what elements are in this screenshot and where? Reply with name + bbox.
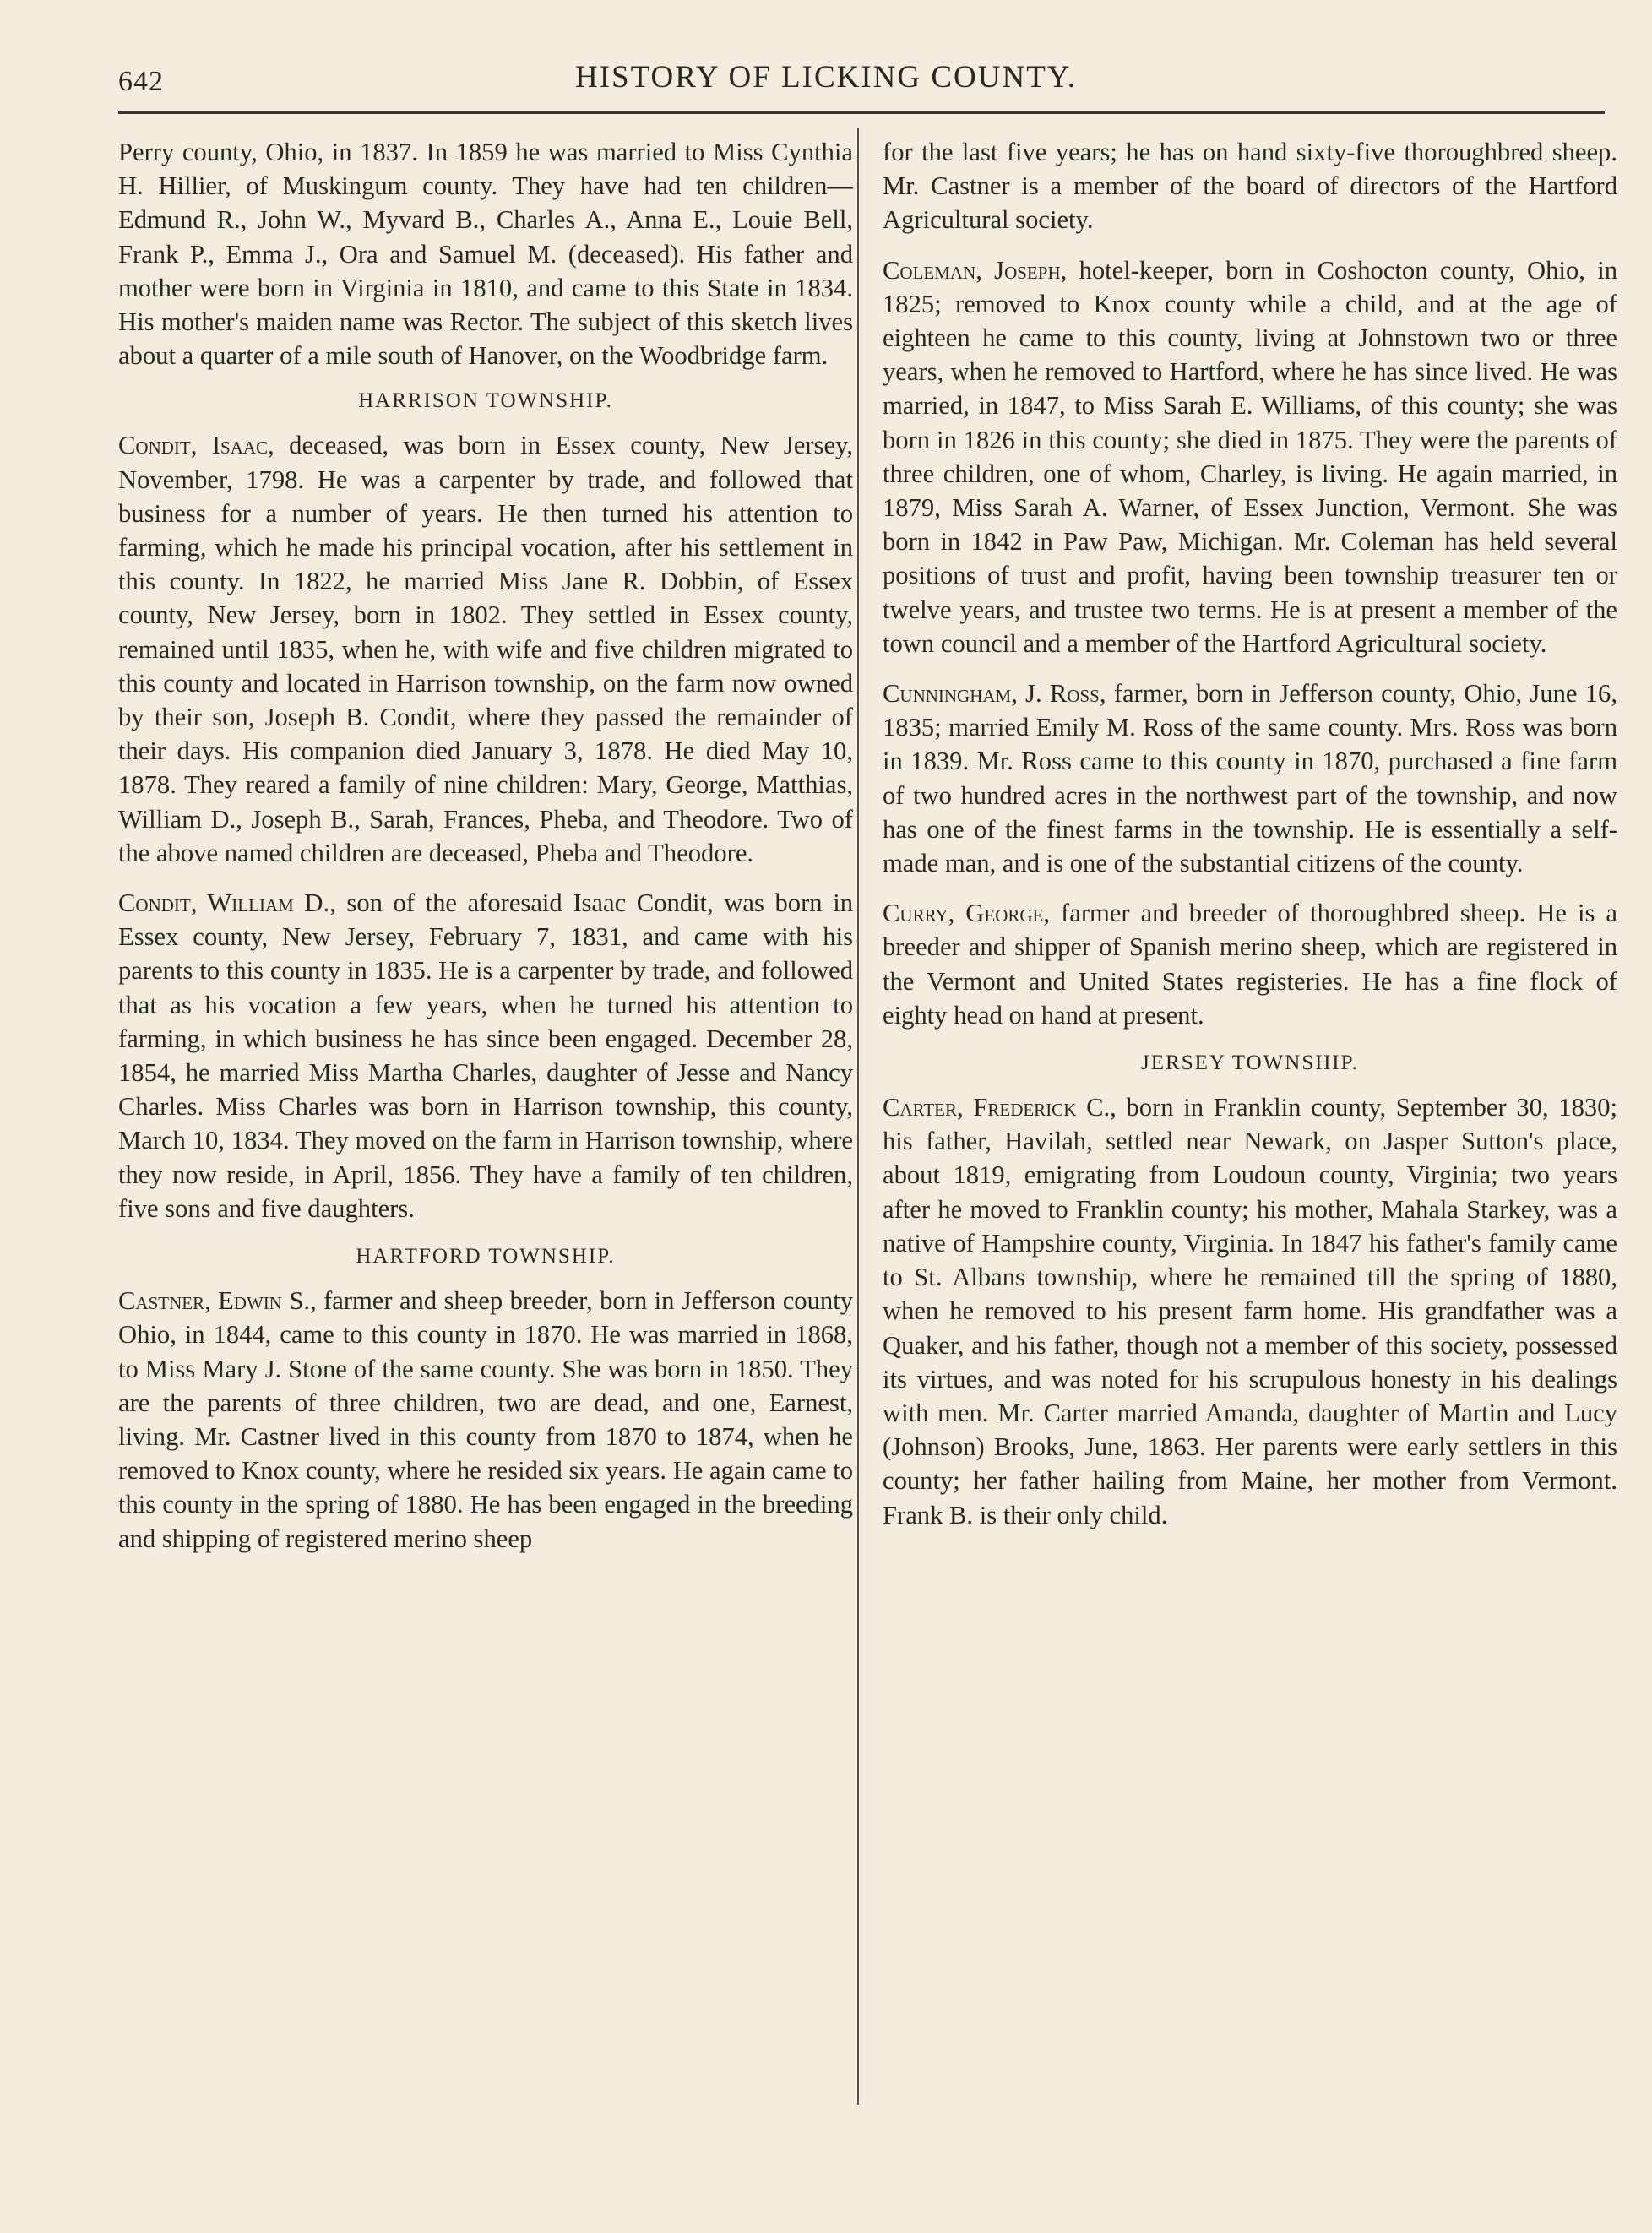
entry-name: Curry, George,	[883, 899, 1051, 928]
paragraph-continued: Perry county, Ohio, in 1837. In 1859 he was married to Miss Cynthia H. Hillier, of Muskingum county. They have had ten children—Edmund R., John W., Myvard B., Charles A., Anna E., Louie Bell, Frank P., Emma J., Ora and Samuel M. (deceased). His father and mother were born in Virginia in 1810, and came to this State in 1834. His mother's maiden name was Rector. The subject of this sketch lives about a quarter of a mile south of Hanover, on the Woodbridge farm.	[118, 138, 853, 371]
entry-text: farmer and breeder of thoroughbred sheep. He is a breeder and shipper of Spanish merino sheep, which are registered in the Vermont and United States registeries. He has a fine flock of eighty head on hand at present.	[883, 899, 1618, 1030]
page-number: 642	[118, 66, 164, 97]
section-heading-jersey: JERSEY TOWNSHIP.	[1141, 1051, 1359, 1075]
entry-text: farmer and sheep breeder, born in Jefferson county Ohio, in 1844, came to this county in 1870. He was married in 1868, to Miss Mary J. Stone of the same county. She was born in 1850. They are the parents of three children, two are dead, and one, Earnest, living. Mr. Castner lived in this county from 1870 to 1874, when he removed to Knox county, where he resided six years. He again came to this county in the spring of 1880. He has been engaged in the breeding and shipping of registered merino sheep	[118, 1286, 853, 1553]
entry-text: born in Franklin county, September 30, 1830; his father, Havilah, settled near Newark, on Jasper Sutton's place, about 1819, emigrating from Loudoun county, Virginia; two years after he moved to Franklin county; his mother, Mahala Starkey, was a native of Hampshire county, Virginia. In 1847 his father's family came to St. Albans township, where he remained till the spring of 1880, when he removed to his present farm home. His grandfather was a Quaker, and his father, though not a member of this society, possessed its virtues, and was noted for his scrupulous honesty in his dealings with men. Mr. Carter married Amanda, daughter of Martin and Lucy (Johnson) Brooks, June, 1863. Her parents were early settlers in this county; her father hailing from Maine, her mother from Vermont. Frank B. is their only child.	[883, 1093, 1617, 1529]
entry-name: Coleman, Joseph,	[883, 255, 1068, 285]
paragraph-continued: for the last five years; he has on hand sixty-five thoroughbred sheep. Mr. Castner is a member of the board of directors of the Hartford Agricultural society.	[883, 138, 1617, 235]
entry-name: Condit, William D.,	[118, 888, 336, 918]
entry-carter-frederick	[883, 1090, 1617, 1532]
column-divider	[857, 128, 859, 2105]
entry-name: Carter, Frederick C.,	[883, 1093, 1117, 1122]
entry-name: Condit, Isaac,	[118, 431, 274, 460]
header-rule	[118, 111, 1605, 114]
entry-curry-george	[883, 896, 1617, 1032]
entry-text: deceased, was born in Essex county, New Jersey, November, 1798. He was a carpenter by trade, and followed that business for a number of years. He then turned his attention to farming, which he made his principal vocation, after his settlement in this county. In 1822, he married Miss Jane R. Dobbin, of Essex county, New Jersey, born in 1802. They settled in Essex county, remained until 1835, when he, with wife and five children migrated to this county and located in Harrison township, on the farm now owned by their son, Joseph B. Condit, where they passed the remainder of their days. His companion died January 3, 1878. He died May 10, 1878. They reared a family of nine children: Mary, George, Matthias, William D., Joseph B., Sarah, Frances, Pheba, and Theodore. Two of the above named children are deceased, Pheba and Theodore.	[118, 431, 854, 867]
right-column	[883, 135, 1617, 1548]
entry-text: son of the aforesaid Isaac Condit, was born in Essex county, New Jersey, February 7, 1831, and came with his parents to this county in 1835. He is a carpenter by trade, and followed that as his vocation a few years, when he turned his attention to farming, in which business he has since been engaged. December 28, 1854, he married Miss Martha Charles, daughter of Jesse and Nancy Charles. Miss Charles was born in Harrison township, this county, March 10, 1834. They moved on the farm in Harrison township, where they now reside, in April, 1856. They have a family of ten children, five sons and five daughters.	[118, 888, 853, 1223]
entry-cunningham-ross	[883, 676, 1617, 880]
running-head: HISTORY OF LICKING COUNTY.	[574, 60, 1078, 95]
left-column	[118, 135, 853, 1572]
entry-condit-william	[118, 886, 853, 1225]
section-heading-harrison: HARRISON TOWNSHIP.	[358, 389, 613, 413]
entry-condit-isaac	[118, 428, 853, 870]
entry-text: farmer, born in Jefferson county, Ohio, June 16, 1835; married Emily M. Ross of the same county. Mrs. Ross was born in 1839. Mr. Ross came to this county in 1870, purchased a fine farm of two hundred acres in the northwest part of the township, and now has one of the finest farms in the township. He is essentially a self-made man, and is one of the substantial citizens of the county.	[883, 679, 1617, 878]
entry-coleman-joseph	[883, 253, 1617, 660]
entry-name: Cunningham, J. Ross,	[883, 679, 1106, 709]
entry-name: Castner, Edwin S.,	[118, 1286, 317, 1316]
entry-castner-edwin	[118, 1284, 853, 1556]
section-heading-hartford: HARTFORD TOWNSHIP.	[356, 1245, 616, 1269]
entry-text: hotel-keeper, born in Coshocton county, Ohio, in 1825; removed to Knox county while a child, and at the age of eighteen he came to this county, living at Johnstown two or three years, when he removed to Hartford, where he has since lived. He was married, in 1847, to Miss Sarah E. Williams, of this county; she was born in 1826 in this county; she died in 1875. They were the parents of three children, one of whom, Charley, is living. He again married, in 1879, Miss Sarah A. Warner, of Essex Junction, Vermont. She was born in 1842 in Paw Paw, Michigan. Mr. Coleman has held several positions of trust and profit, having been township treasurer ten or twelve years, and trustee two terms. He is at present a member of the town council and a member of the Hartford Agricultural society.	[883, 255, 1617, 658]
